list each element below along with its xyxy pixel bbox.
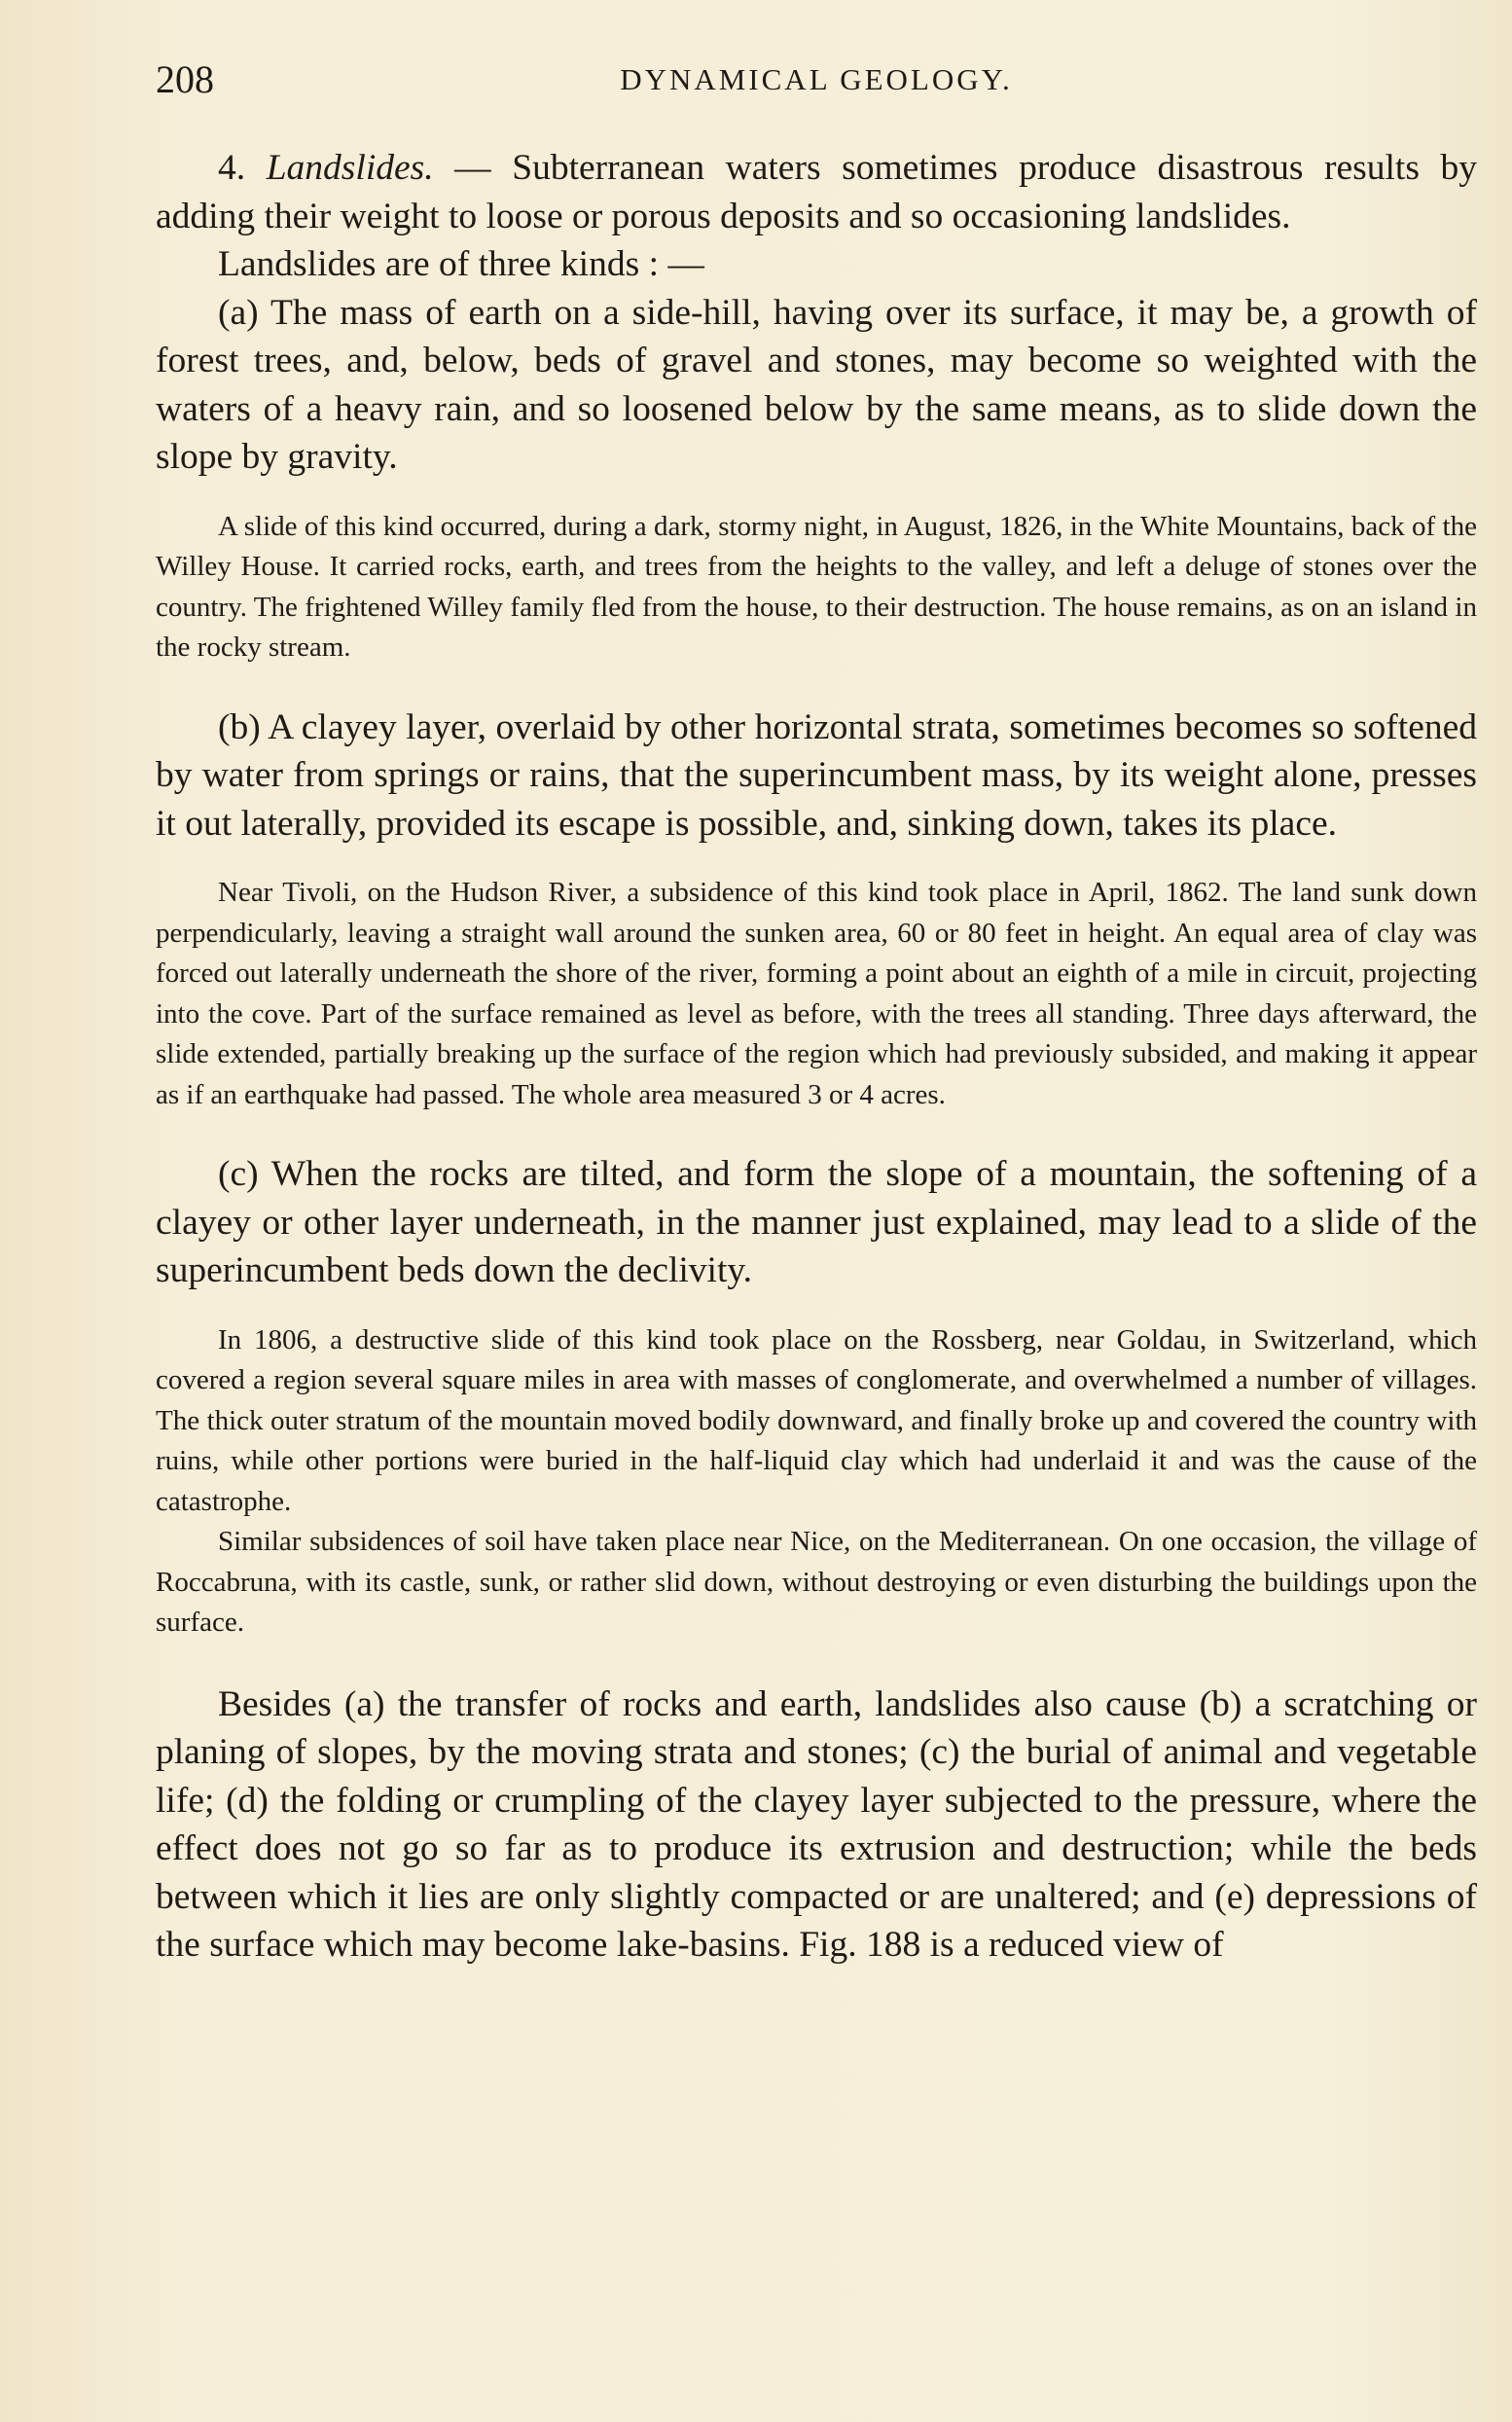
page-header: [156, 54, 1477, 105]
spacer: [156, 482, 1477, 507]
kind-b-paragraph: (b) A clayey layer, overlaid by other horizontal strata, sometimes becomes so softened by water from springs or rains, that the superincumbent mass, by its weight alone, presses it out laterally, provided its escape is possible, and, sinking down, takes its place.: [156, 706, 1477, 844]
kind-b-example: Near Tivoli, on the Hudson River, a subsidence of this kind took place in April, 1862. The land sunk down perpendicularly, leaving a straight wall around the sunken area, 60 or 80 feet in height. An equal area of clay was forced out laterally underneath the shore of the river, forming a point about an eighth of a mile in circuit, projecting into the cove. Part of the surface remained as level as before, with the trees all standing. Three days afterward, the slide extended, partially breaking up the surface of the region which had previously subsided, and making it appear as if an earthquake had passed. The whole area measured 3 or 4 acres.: [156, 877, 1477, 1110]
kind-c-example-2: Similar subsidences of soil have taken place near Nice, on the Mediterranean. On one occasion, the village of Roccabruna, with its castle, sunk, or rather slid down, without destroying or even disturbing the buildings upon the surface.: [156, 1526, 1477, 1638]
running-title: DYNAMICAL GEOLOGY.: [620, 62, 1013, 96]
spacer: [156, 669, 1477, 704]
kind-a-paragraph: (a) The mass of earth on a side-hill, having over its surface, it may be, a growth of forest trees, and, below, beds of gravel and stones, may become so weighted with the waters of a heavy rain, and so loosened below by the same means, as to slide down the slope by gravity.: [156, 292, 1477, 477]
intro-text: — Subterranean waters sometimes produce disastrous results by adding their weight to loose or porous deposits and so occasioning landslides.: [156, 148, 1478, 236]
spacer: [156, 1295, 1477, 1320]
spacer: [156, 1115, 1477, 1150]
landslides-intro-paragraph: [156, 144, 1477, 240]
kind-a-example: A slide of this kind occurred, during a dark, stormy night, in August, 1826, in the White Mountains, back of the Willey House. It carried rocks, earth, and trees from the heights to the valley, and left a deluge of stones over the country. The frightened Willey family fled from the house, to their destruction. The house remains, as on an island in the rocky stream.: [156, 510, 1477, 663]
kind-c-paragraph: (c) When the rocks are tilted, and form the slope of a mountain, the softening of a clayey or other layer underneath, in the manner just explained, may lead to a slide of the superincumbent beds down the declivity.: [156, 1154, 1477, 1290]
summary-paragraph: Besides (a) the transfer of rocks and earth, landslides also cause (b) a scratching or planing of slopes, by the moving strata and stones; (c) the burial of animal and vegetable life; (d) the folding or crumpling of the clayey layer subjected to the pressure, where the effect does not go so far as to produce its extrusion and destruction; while the beds between which it lies are only slightly compacted or are unaltered; and (e) depressions of the surface which may become lake-basins. Fig. 188 is a reduced view of: [156, 1683, 1477, 1965]
page-number: 208: [156, 57, 214, 101]
spacer: [156, 848, 1477, 873]
landslide-kinds-paragraph: Landslides are of three kinds : —: [218, 244, 704, 284]
spacer: [156, 1644, 1477, 1681]
section-number: 4.: [218, 148, 246, 188]
kind-c-example-1: In 1806, a destructive slide of this kind took place on the Rossberg, near Goldau, in Switzerland, which covered a region several square miles in area with masses of conglomerate, and overwhelmed a number of villages. The thick outer stratum of the mountain moved bodily downward, and finally broke up and covered the country with ruins, while other portions were buried in the half-liquid clay which had underlaid it and was the cause of the catastrophe.: [156, 1323, 1477, 1517]
section-heading: Landslides.: [266, 148, 434, 188]
